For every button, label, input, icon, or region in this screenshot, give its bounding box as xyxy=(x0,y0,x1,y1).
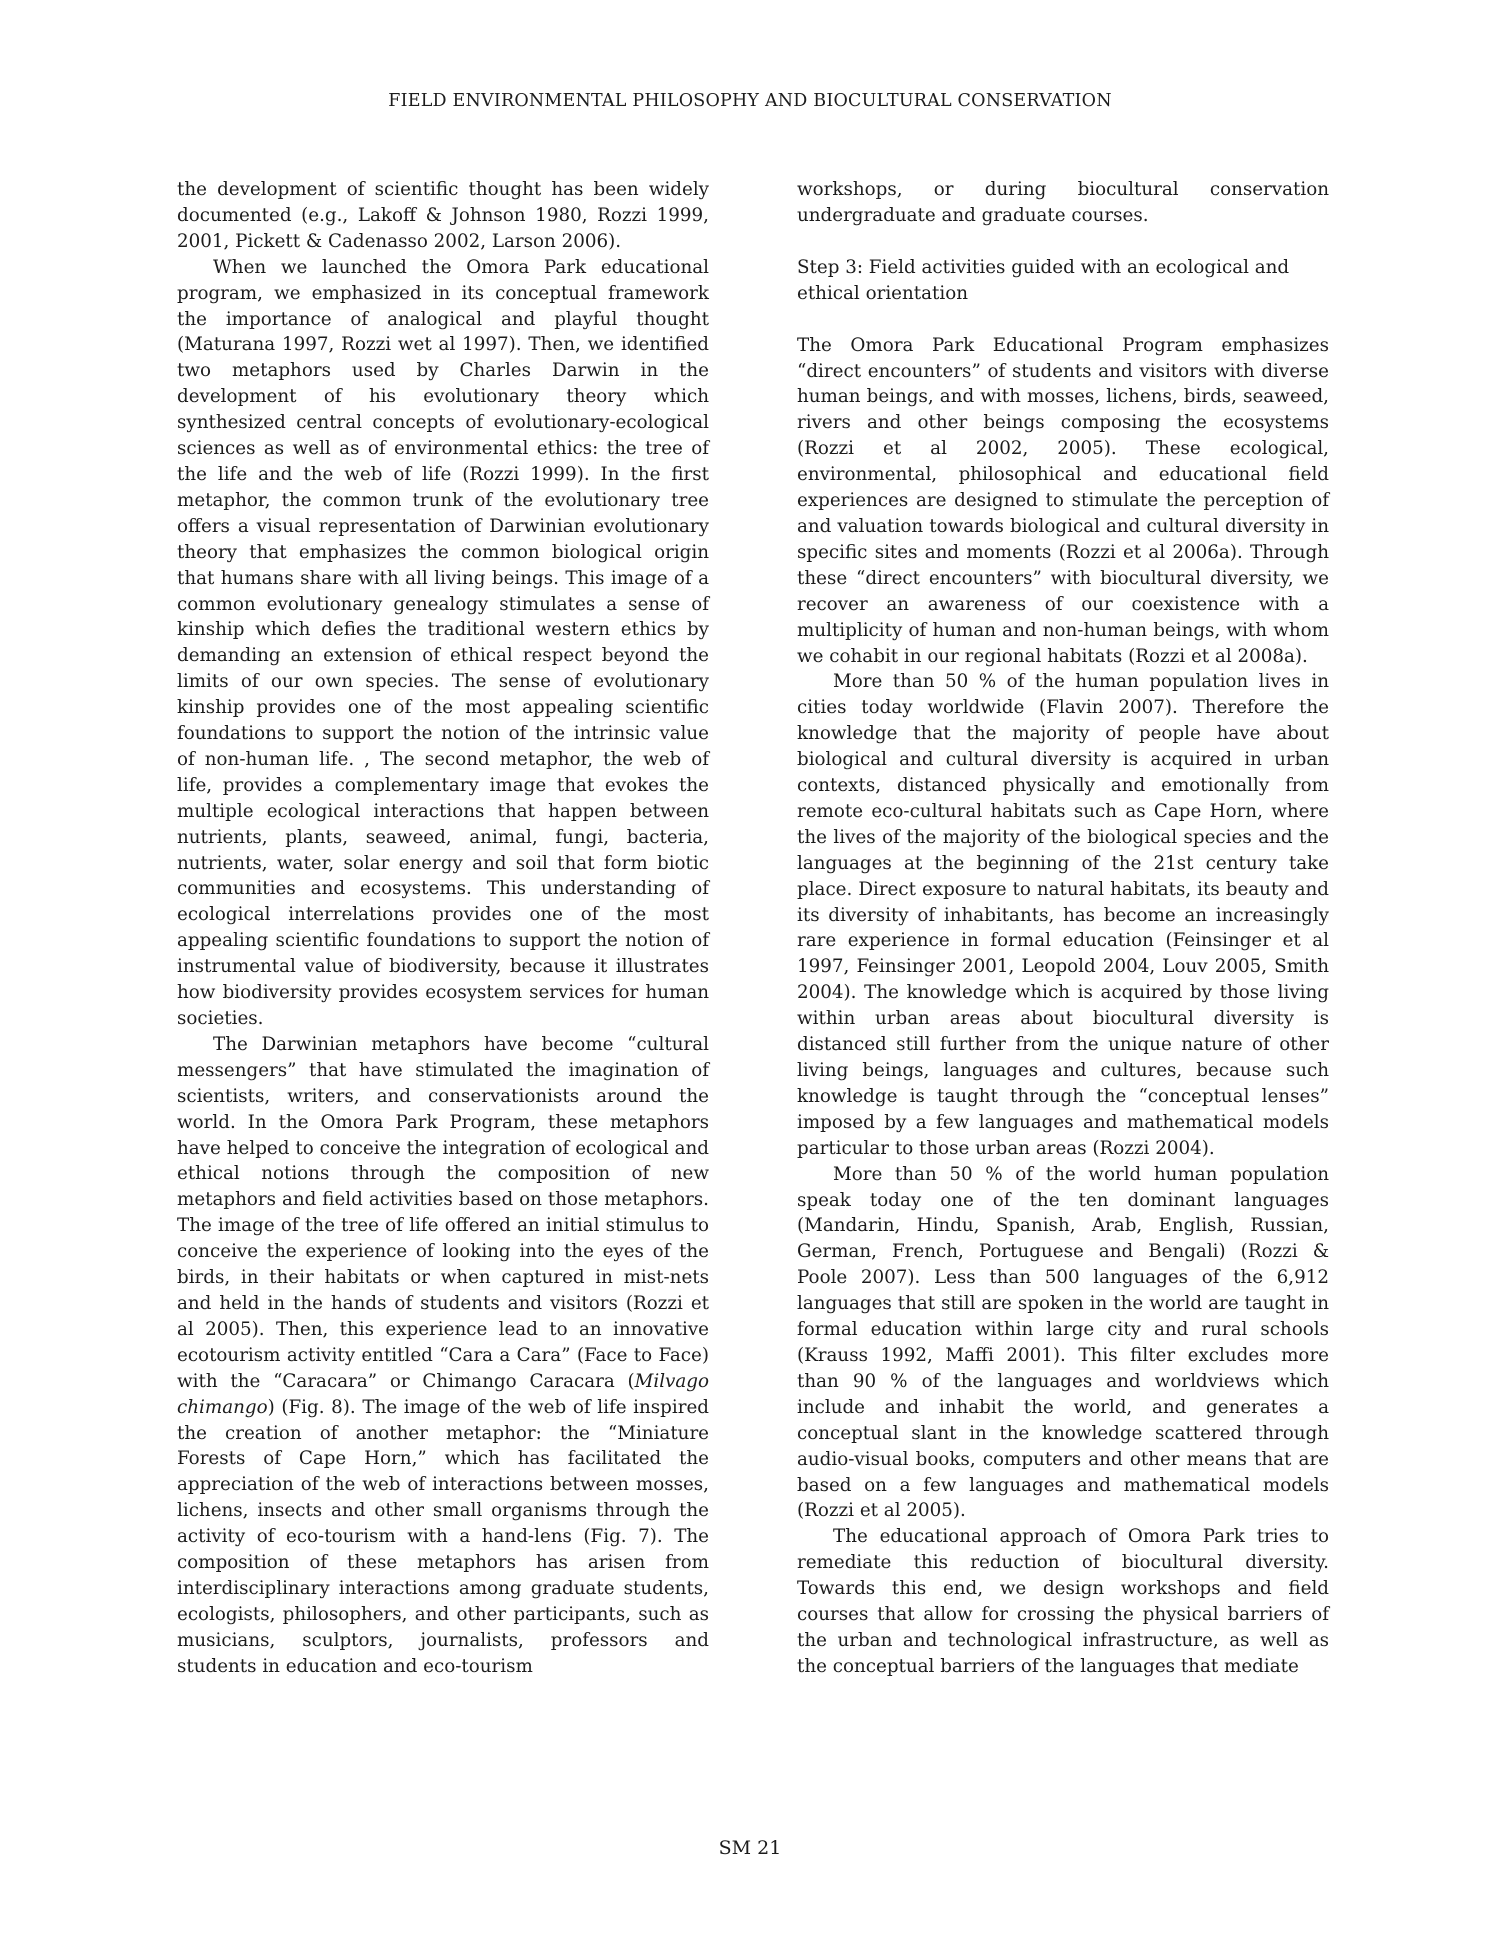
species-name-italic: Milvago chimango xyxy=(177,1370,709,1418)
left-paragraph-1: the development of scientific thought has been widely documented (e.g., Lakoff & Johnson 1980, Rozzi 1999, 2001, Pickett & Cadenasso 2002, Larson 2006). xyxy=(177,179,709,252)
right-paragraph-1: workshops, or during biocultural conservation undergraduate and graduate courses. xyxy=(797,179,1329,226)
right-column xyxy=(797,177,1329,1680)
left-paragraph-3 xyxy=(177,1032,709,1680)
left-paragraph-3-text-b: ) (Fig. 8). The image of the web of life inspired the creation of another metaphor: the “Miniature Forests of Cape Horn,” which has facilitated the appreciation of the web of interactions between mosses, lichens, insects and other small organisms through the activity of eco-tourism with a hand-lens (Fig. 7). The composition of these metaphors has arisen from interdisciplinary interactions among graduate students, ecologists, philosophers, and other participants, such as musicians, sculptors, journalists, professors and students in education and eco-tourism xyxy=(177,1396,709,1677)
right-paragraph-5: The educational approach of Omora Park tries to remediate this reduction of biocultural diversity. Towards this end, we design workshops and field courses that allow for crossing the physical barriers of the urban and technological infrastructure, as well as the conceptual barriers of the languages that mediate xyxy=(797,1526,1329,1677)
left-column xyxy=(177,177,709,1680)
step-3-heading: Step 3: Field activities guided with an ecological and ethical orientation xyxy=(797,256,1290,304)
right-paragraph-2: The Omora Park Educational Program emphasizes “direct encounters” of students and visitors with diverse human beings, and with mosses, lichens, birds, seaweed, rivers and other beings composing the ecosystems (Rozzi et al 2002, 2005). These ecological, environmental, philosophical and educational field experiences are designed to stimulate the perception of and valuation towards biological and cultural diversity in specific sites and moments (Rozzi et al 2006a). Through these “direct encounters” with biocultural diversity, we recover an awareness of our coexistence with a multiplicity of human and non-human beings, with whom we cohabit in our regional habitats (Rozzi et al 2008a). xyxy=(797,334,1329,667)
page-number: SM 21 xyxy=(718,1837,782,1859)
running-head: FIELD ENVIRONMENTAL PHILOSOPHY AND BIOCULTURAL CONSERVATION xyxy=(388,91,1112,111)
right-paragraph-4: More than 50 % of the world human population speak today one of the ten dominant languages (Mandarin, Hindu, Spanish, Arab, English, Russian, German, French, Portuguese and Bengali) (Rozzi & Poole 2007). Less than 500 languages of the 6,912 languages that still are spoken in the world are taught in formal education within large city and rural schools (Krauss 1992, Maffi 2001). This filter excludes more than 90 % of the languages and worldviews which include and inhabit the world, and generates a conceptual slant in the knowledge scattered through audio-visual books, computers and other means that are based on a few languages and mathematical models (Rozzi et al 2005). xyxy=(797,1163,1329,1522)
left-paragraph-2: When we launched the Omora Park educational program, we emphasized in its conceptual framework the importance of analogical and playful thought (Maturana 1997, Rozzi wet al 1997). Then, we identified two metaphors used by Charles Darwin in the development of his evolutionary theory which synthesized central concepts of evolutionary-ecological sciences as well as of environmental ethics: the tree of the life and the web of life (Rozzi 1999). In the first metaphor, the common trunk of the evolutionary tree offers a visual representation of Darwinian evolutionary theory that emphasizes the common biological origin that humans share with all living beings. This image of a common evolutionary genealogy stimulates a sense of kinship which defies the traditional western ethics by demanding an extension of ethical respect beyond the limits of our own species. The sense of evolutionary kinship provides one of the most appealing scientific foundations to support the notion of the intrinsic value of non-human life. , The second metaphor, the web of life, provides a complementary image that evokes the multiple ecological interactions that happen between nutrients, plants, seaweed, animal, fungi, bacteria, nutrients, water, solar energy and soil that form biotic communities and ecosystems. This understanding of ecological interrelations provides one of the most appealing scientific foundations to support the notion of instrumental value of biodiversity, because it illustrates how biodiversity provides ecosystem services for human societies. xyxy=(177,256,709,1029)
right-paragraph-3: More than 50 % of the human population lives in cities today worldwide (Flavin 2007). Therefore the knowledge that the majority of people have about biological and cultural diversity is acquired in urban contexts, distanced physically and emotionally from remote eco-cultural habitats such as Cape Horn, where the lives of the majority of the biological species and the languages at the beginning of the 21st century take place. Direct exposure to natural habitats, its beauty and its diversity of inhabitants, has become an increasingly rare experience in formal education (Feinsinger et al 1997, Feinsinger 2001, Leopold 2004, Louv 2005, Smith 2004). The knowledge which is acquired by those living within urban areas about biocultural diversity is distanced still further from the unique nature of other living beings, languages and cultures, because such knowledge is taught through the “conceptual lenses” imposed by a few languages and mathematical models particular to those urban areas (Rozzi 2004). xyxy=(797,671,1329,1159)
left-paragraph-3-text-a: The Darwinian metaphors have become “cultural messengers” that have stimulated the imagination of scientists, writers, and conservationists around the world. In the Omora Park Program, these metaphors have helped to conceive the integration of ecological and ethical notions through the composition of new metaphors and field activities based on those metaphors. The image of the tree of life offered an initial stimulus to conceive the experience of looking into the eyes of the birds, in their habitats or when captured in mist-nets and held in the hands of students and visitors (Rozzi et al 2005). Then, this experience lead to an innovative ecotourism activity entitled “Cara a Cara” (Face to Face) with the “Caracara” or Chimango Caracara ( xyxy=(177,1033,709,1392)
